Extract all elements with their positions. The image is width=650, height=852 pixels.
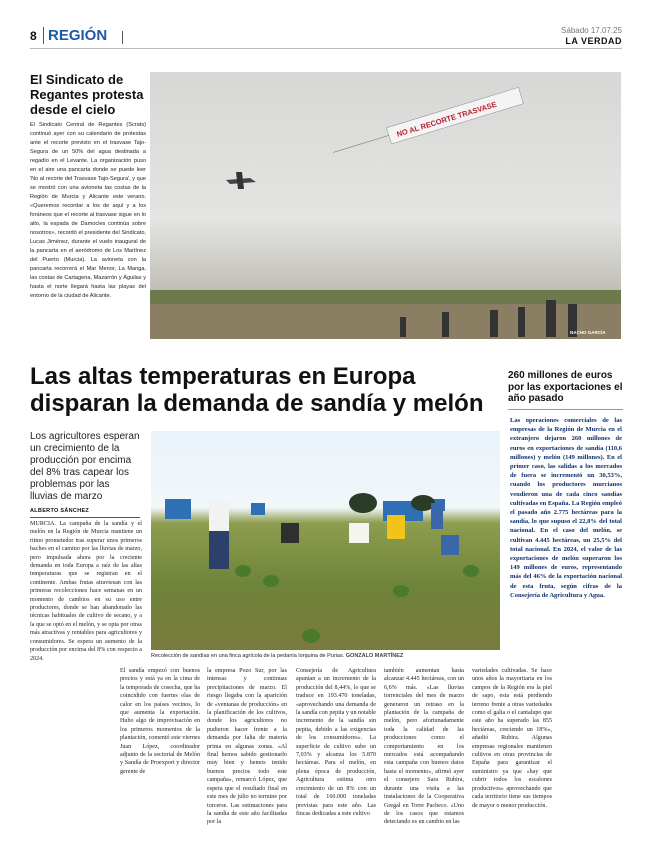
export-box-rule bbox=[508, 409, 623, 410]
export-box-body: Las operaciones comerciales de las empresas de la Región de Murcia en el extranjero dejaron 260 millones de euros en exportaciones de sandía (110,6 millones) y melón (149 millones). En el primer caso, las salidas a los mercados de fuera se incrementó un 30,53%, cuando los productores murcianos vendieron una de cada cinco sandías cultivadas en España. La Región empleó el pasado año 2.775 hectáreas para la sandía, lo que supuso el 22,8% del total nacional. En el caso del melón, se cultivan 4.445 hectáreas, un 25,5% del total nacional. En 2024, el valor de las exportaciones de melón superaron los 149 millones de euros, representando más del 46% de la exportación nacional de esta fruta, según cifras de la Consejería de Agricultura y Agua. bbox=[510, 417, 622, 599]
photo-caption bbox=[151, 653, 500, 659]
story-deck: Los agricultores esperan un crecimiento de la producción por encima del 8% tras capear los problemas por las lluvias de marzo bbox=[30, 431, 140, 502]
body-column-4: también aumentan hasta alcanzar 4.445 hectáreas, con un 6,6% más. «Las lluvias torrenciales del mes de marzo generaron un retraso en la plantación de la campaña de melón, pero afortunadamente toda la calidad de las producciones como el comportamiento en los mercados está acompañando esta campaña con buenos datos hasta el momento», afirmó ayer el consejero Sara Rubira, durante una visita a las instalaciones de la Cooperativa Gregal en Torre Pacheco. «Uno de los casos que estamos detectando es un cambio en las bbox=[384, 668, 464, 826]
watermelon-harvest-photo[interactable] bbox=[151, 431, 500, 650]
plane-banner-photo[interactable] bbox=[150, 72, 621, 339]
section-label[interactable]: REGIÓN bbox=[43, 27, 107, 44]
page-header bbox=[30, 27, 622, 49]
banner-text: NO AL RECORTE TRASVASE bbox=[395, 99, 498, 139]
issue-date: Sábado 17.07.25 bbox=[561, 26, 622, 35]
body-column-2: la empresa Pozo Sur, por las intensas y continuas precipitaciones de marzo. El riesgo llegaba con la aparición de «ventanas de producción» en la planificación de los cultivos, donde los agricultores no pudieron hacer frente a la demanda por falta de materia prima en algunas zonas. «Al final hemos sabido gestionarlo muy bien y hemos tenido buenos precios todo este campaña», remarcó López, que espera que el resultado final en este mes de julio no termine por torcerse. Las estimaciones para la sandía de este año facilitadas por la bbox=[207, 668, 287, 826]
tow-line bbox=[333, 135, 388, 152]
side-story-title[interactable]: El Sindicato de Regantes protesta desde el cielo bbox=[30, 72, 144, 117]
byline[interactable]: ALBERTO SÁNCHEZ bbox=[30, 508, 140, 518]
page-number: 8 bbox=[30, 29, 37, 43]
body-column-5: variedades cultivadas. Se hace unos años la mayoritaria en los campos de la Región era la piel de sapo, esta está perdiendo terreno frente a otras variedades como el galia o el cantalupo que este año ha superado las 855 hectáreas, creciendo un 18%», añadió Rubira. Algunas empresas regionales mantienen cultivos en otras provincias de España para garantizar el suministro ya que «hay que cubrir todos los escalones productivos» aprovechando que cada territorio tiene sus tiempos de mayor o menor producción. bbox=[472, 668, 552, 809]
lead-paragraph: MURCIA. La campaña de la sandía y el melón en la Región de Murcia mantiene un ritmo prometedor tras superar unos primeros baches en el camino por las lluvias de marzo, pero impulsada ahora por la creciente demanda en toda Europa a raíz de las altas temperaturas que se registran en el continente. Ambas frutas atraviesan con las primeras recolecciones hace semanas en un momento de cambios en su uso entre productores, donde se han abandonado las técnicas habituales de cultivo de secano, y a la que se optó en el melón, y se opta por otras más atractivas y rentables para agricultores y consumidores. Se espera un aumento de la producción por encima del 8% con respecto a 2024. bbox=[30, 521, 142, 662]
caption-credit: GONZALO MARTÍNEZ bbox=[345, 653, 404, 659]
watermelons bbox=[235, 565, 479, 643]
main-headline[interactable]: Las altas temperaturas en Europa disparan la demanda de sandía y melón bbox=[30, 363, 484, 417]
banner-group bbox=[331, 87, 523, 161]
photo-credit: NACHO GARCÍA bbox=[570, 330, 606, 335]
harvest-illustration bbox=[151, 431, 500, 650]
caption-text: Recolección de sandías en una finca agrícola de la pedanía lorquina de Purias. bbox=[151, 653, 345, 659]
body-column-1: El sandía empezó con buenos precios y está ya en la cima de la temporada de cosecha, que ha coincidido con fuertes olas de calor en los países vecinos, lo que aumenta la exportación. Hubo algo de improvisación en los primeros momentos de la plantación, comentó este viernes Juan López, coordinador adjunto de la sectorial de Melón y Sandía de Proexport y director gerente de bbox=[120, 668, 200, 775]
plane-banner-illustration bbox=[150, 72, 621, 339]
airplane bbox=[226, 172, 256, 189]
body-column-3: Consejería de Agricultura apuntan a un incremento de la producción del 8,44%, lo que se traduce en 193.470 toneladas, «aprovechando una demanda de la sandía con pepita y un notable incremento de la sandía sin pepita, debido a las exigencias de los consumidores». La superficie de cultivo sube un 7,03% y alcanza los 5.870 hectáreas. Para el melón, en plena época de producción, Agricultura estima otro crecimiento de un 8% con un total de 160.000 toneladas previstas para este año. Las fincas dedicadas a este cultivo bbox=[296, 668, 376, 817]
export-box-title[interactable]: 260 millones de euros por las exportaciones el año pasado bbox=[508, 370, 623, 404]
newspaper-name[interactable]: LA VERDAD bbox=[565, 36, 622, 46]
section-divider bbox=[122, 31, 123, 44]
side-story-body: El Sindicato Central de Regantes (Scrats) continuó ayer con su calendario de protestas ante el recorte previsto en el trasvase Tajo-Segura de un 50% del agua destinada a regadío en el Levante. La organización puso en el aire una pancarta donde se puede leer 'No al recorte del Trasvase Tajo-Segura', y que se mostró con una avioneta las costas de la Región de Murcia y Alicante este verano. «Queremos recordar a los de aquí y a los foráneos que el recorte al trasvase sigue en lo alto, la espada de Damocles continúa sobre nosotros», recordó el presidente del Sindicato, Lucas Jiménez, durante el vuelo inaugural de la pancarta en el aeródromo de Los Martínez del Puerto (Murcia). La avioneta con la pancarta recorrerá el Mar Menor, La Manga, las costas de Cartagena, Mazarrón y Águilas y hasta el norte llegará hasta las playas del entorno de la ciudad de Alicante. bbox=[30, 122, 146, 299]
